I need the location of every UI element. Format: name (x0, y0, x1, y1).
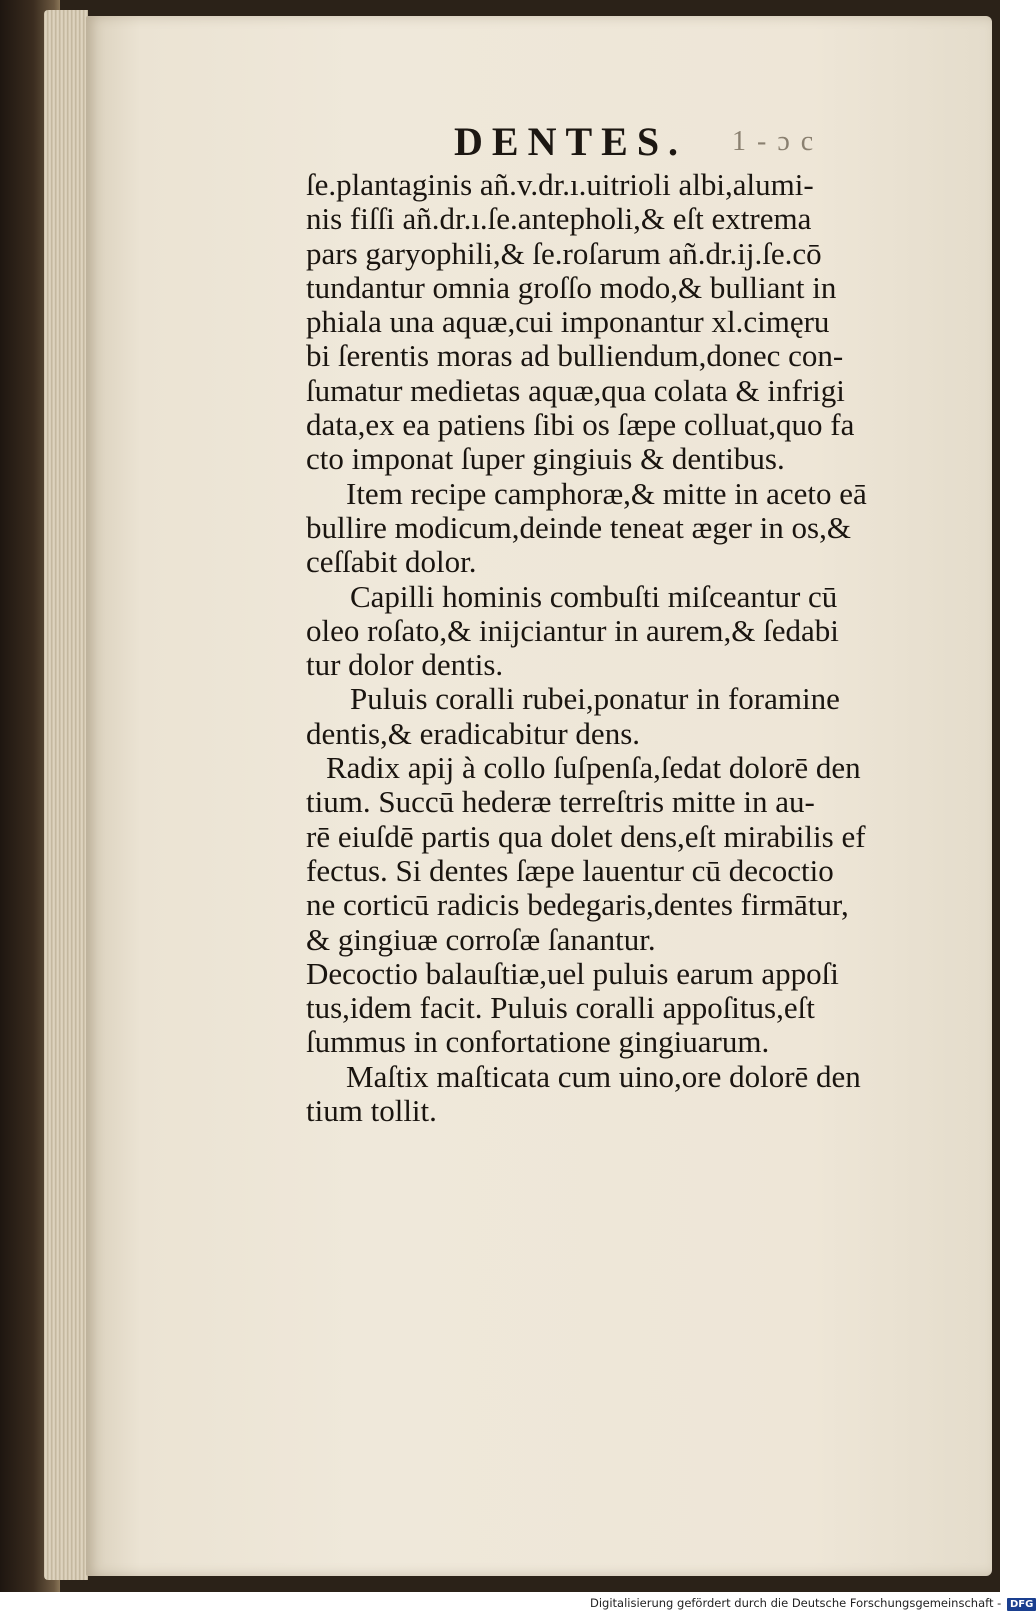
text-line: tus,idem facit. Puluis coralli appoſitus,eſt (306, 990, 815, 1026)
text-line: data,ex ea patiens ſibi os ſæpe colluat,quo fa (306, 407, 855, 443)
running-head: DENTES. (454, 119, 688, 164)
text-line: ſumatur medietas aquæ,qua colata & infrigi (306, 372, 845, 408)
text-line: oleo roſato,& inijciantur in aurem,& ſedabi (306, 612, 839, 648)
text-line: Puluis coralli rubei,ponatur in foramine (350, 681, 840, 717)
text-line: Radix apij à collo ſuſpenſa,ſedat dolorē den (326, 750, 861, 786)
text-line: Decoctio balauſtiæ,uel puluis earum appoſi (306, 955, 839, 991)
text-line: tium tollit. (306, 1093, 437, 1129)
text-line: ſummus in confortatione gingiuarum. (306, 1024, 770, 1060)
footer-text: Digitalisierung gefördert durch die Deutsche Forschungsgemeinschaft - (590, 1596, 1002, 1610)
dfg-footer (590, 1596, 1036, 1611)
text-line: rē eiuſdē partis qua dolet dens,eſt mirabilis ef (306, 818, 866, 854)
text-line: nis fiſſi añ.dr.ı.ſe.antepholi,& eſt extrema (306, 201, 812, 237)
text-line: tium. Succū hederæ terreſtris mitte in au- (306, 784, 815, 820)
text-line: ceſſabit dolor. (306, 544, 477, 580)
text-line: tundantur omnia groſſo modo,& bulliant in (306, 269, 837, 305)
text-line: fectus. Si dentes ſæpe lauentur cū decoctio (306, 852, 834, 888)
text-line: & gingiuæ corroſæ ſanantur. (306, 921, 656, 957)
text-line: bi ſerentis moras ad bulliendum,donec con- (306, 338, 844, 374)
text-line: Capilli hominis combuſti miſceantur cū (350, 578, 838, 614)
text-line: ſe.plantaginis añ.v.dr.ı.uitrioli albi,alumi- (306, 167, 814, 202)
folio-mark: 1 - ɔ c (732, 126, 816, 157)
text-line: bullire modicum,deinde teneat æger in os,& (306, 509, 851, 545)
page-edges (44, 10, 88, 1580)
text-line: pars garyophili,& ſe.roſarum añ.dr.ij.ſe.cō (306, 235, 822, 271)
dfg-logo: DFG (1007, 1598, 1036, 1611)
text-line: Item recipe camphoræ,& mitte in aceto eā (346, 475, 867, 511)
body-text (306, 168, 946, 1128)
text-line: phiala una aquæ,cui imponantur xl.cimęru (306, 304, 830, 340)
text-line: Maſtix maſticata cum uino,ore dolorē den (346, 1058, 861, 1094)
text-line: cto imponat ſuper gingiuis & dentibus. (306, 441, 785, 477)
text-line: tur dolor dentis. (306, 647, 504, 683)
text-line: dentis,& eradicabitur dens. (306, 715, 641, 751)
text-line: ne corticū radicis bedegaris,dentes firmātur, (306, 887, 849, 923)
